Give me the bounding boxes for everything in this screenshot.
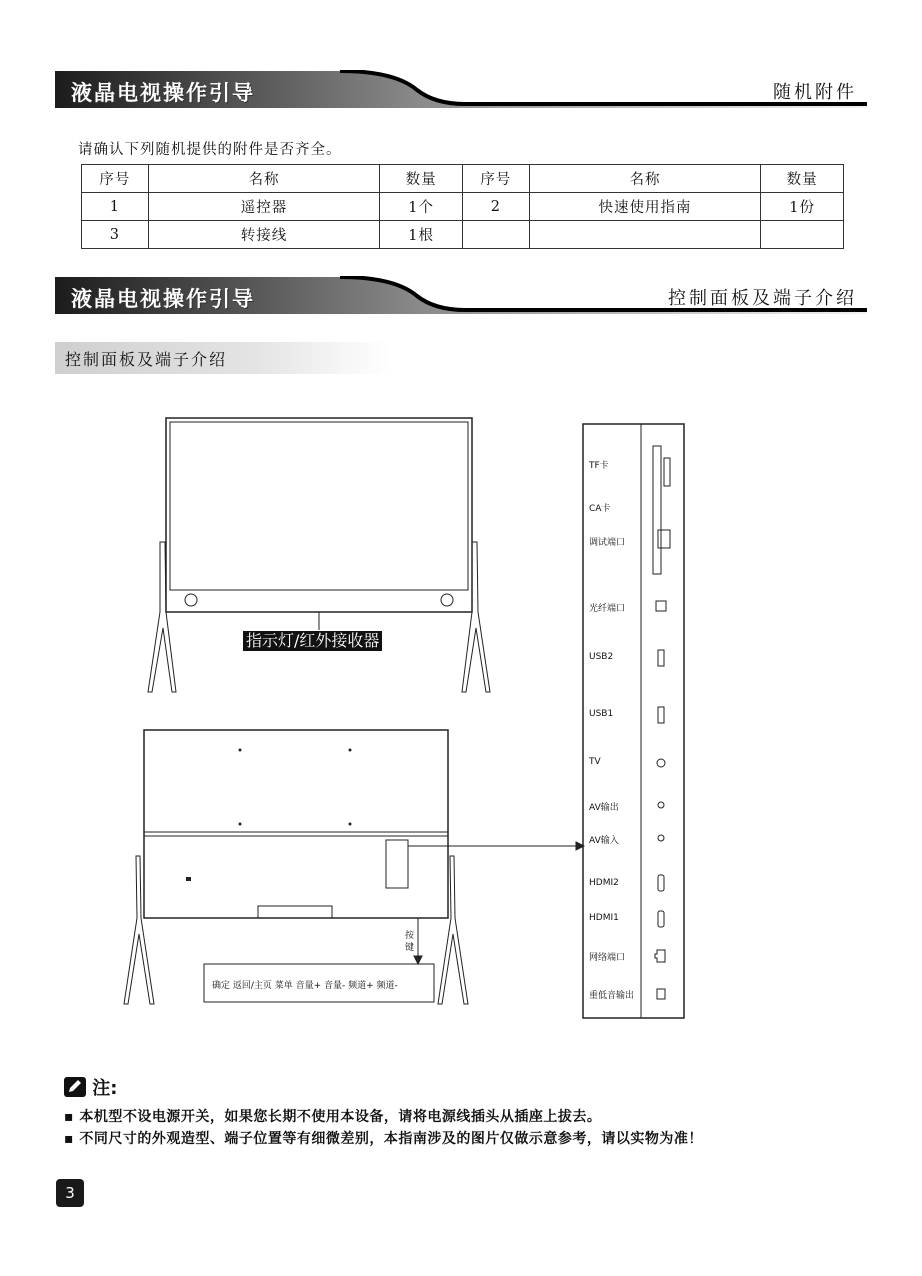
tv-front-frame <box>166 418 472 612</box>
table-cell: 3 <box>82 221 149 249</box>
tf-slot-icon <box>664 458 670 486</box>
port-area <box>386 840 408 888</box>
port-label: AV输出 <box>589 803 619 813</box>
port-label: USB2 <box>589 652 614 662</box>
port-label: AV输入 <box>589 836 619 846</box>
tv-port-icon <box>657 759 665 767</box>
table-cell: 快速使用指南 <box>529 193 761 221</box>
indicator-label: 指示灯/红外接收器 <box>243 631 382 651</box>
port-label: HDMI1 <box>589 913 619 923</box>
arrow-to-keys <box>414 956 422 964</box>
hdmi2-port-icon <box>658 875 664 891</box>
header-title: 液晶电视操作引导 <box>71 286 255 311</box>
col-header: 名称 <box>529 165 761 193</box>
av-in-port-icon <box>658 835 664 841</box>
notes-heading <box>64 1074 117 1100</box>
speaker-right <box>441 594 453 606</box>
usb1-port-icon <box>658 707 664 723</box>
table-cell: 1个 <box>380 193 463 221</box>
stand-leg-right <box>462 542 490 692</box>
usb2-port-icon <box>658 650 664 666</box>
port-label: USB1 <box>589 709 614 719</box>
subsection-heading-text: 控制面板及端子介绍 <box>65 350 228 369</box>
port-label: 网络端口 <box>589 953 626 963</box>
table-cell: 1份 <box>761 193 844 221</box>
page-number: 3 <box>56 1179 84 1207</box>
optical-port-icon <box>656 601 666 611</box>
keys-arrow-label: 键 <box>405 943 415 953</box>
tv-back-frame <box>144 730 448 918</box>
port-label: HDMI2 <box>589 878 619 888</box>
debug-port-icon <box>658 530 670 548</box>
pencil-icon <box>64 1077 86 1097</box>
table-cell: 2 <box>462 193 529 221</box>
port-label: 光纤端口 <box>589 604 626 614</box>
port-label: 重低音输出 <box>589 991 635 1001</box>
port-label: TV <box>589 757 601 767</box>
card-slot <box>653 446 661 574</box>
notes-title: 注: <box>92 1078 118 1099</box>
table-cell: 遥控器 <box>148 193 380 221</box>
back-stand-mount <box>258 906 332 918</box>
header-title: 液晶电视操作引导 <box>71 80 255 105</box>
av-out-port-icon <box>658 802 664 808</box>
tv-screen <box>170 422 468 590</box>
table-cell: 1根 <box>380 221 463 249</box>
note-item: ▪ 不同尺寸的外观造型、端子位置等有细微差别，本指南涉及的图片仅做示意参考，请以实物为准！ <box>64 1131 703 1147</box>
col-header: 序号 <box>462 165 529 193</box>
subwoofer-port-icon <box>657 989 665 999</box>
hdmi1-port-icon <box>658 911 664 927</box>
keys-list: 确定 返回/主页 菜单 音量+ 音量- 频道+ 频道- <box>212 981 398 991</box>
back-stand-leg-right <box>438 856 468 1004</box>
col-header: 数量 <box>380 165 463 193</box>
port-label: TF卡 <box>589 461 609 471</box>
port-label: 调试端口 <box>589 538 626 548</box>
col-header: 序号 <box>82 165 149 193</box>
table-cell: 转接线 <box>148 221 380 249</box>
intro-text: 请确认下列随机提供的附件是否齐全。 <box>78 142 342 158</box>
header-section-name: 控制面板及端子介绍 <box>668 288 857 309</box>
stand-leg-left <box>148 542 176 692</box>
back-stand-leg-left <box>124 856 154 1004</box>
network-port-icon <box>655 950 665 962</box>
col-header: 数量 <box>761 165 844 193</box>
port-label: CA卡 <box>589 504 611 514</box>
speaker-left <box>185 594 197 606</box>
col-header: 名称 <box>148 165 380 193</box>
keys-arrow-label: 按 <box>405 931 415 941</box>
table-cell: 1 <box>82 193 149 221</box>
header-section-name: 随机附件 <box>773 82 857 103</box>
note-item: ▪ 本机型不设电源开关，如果您长期不使用本设备，请将电源线插头从插座上拔去。 <box>64 1109 602 1125</box>
